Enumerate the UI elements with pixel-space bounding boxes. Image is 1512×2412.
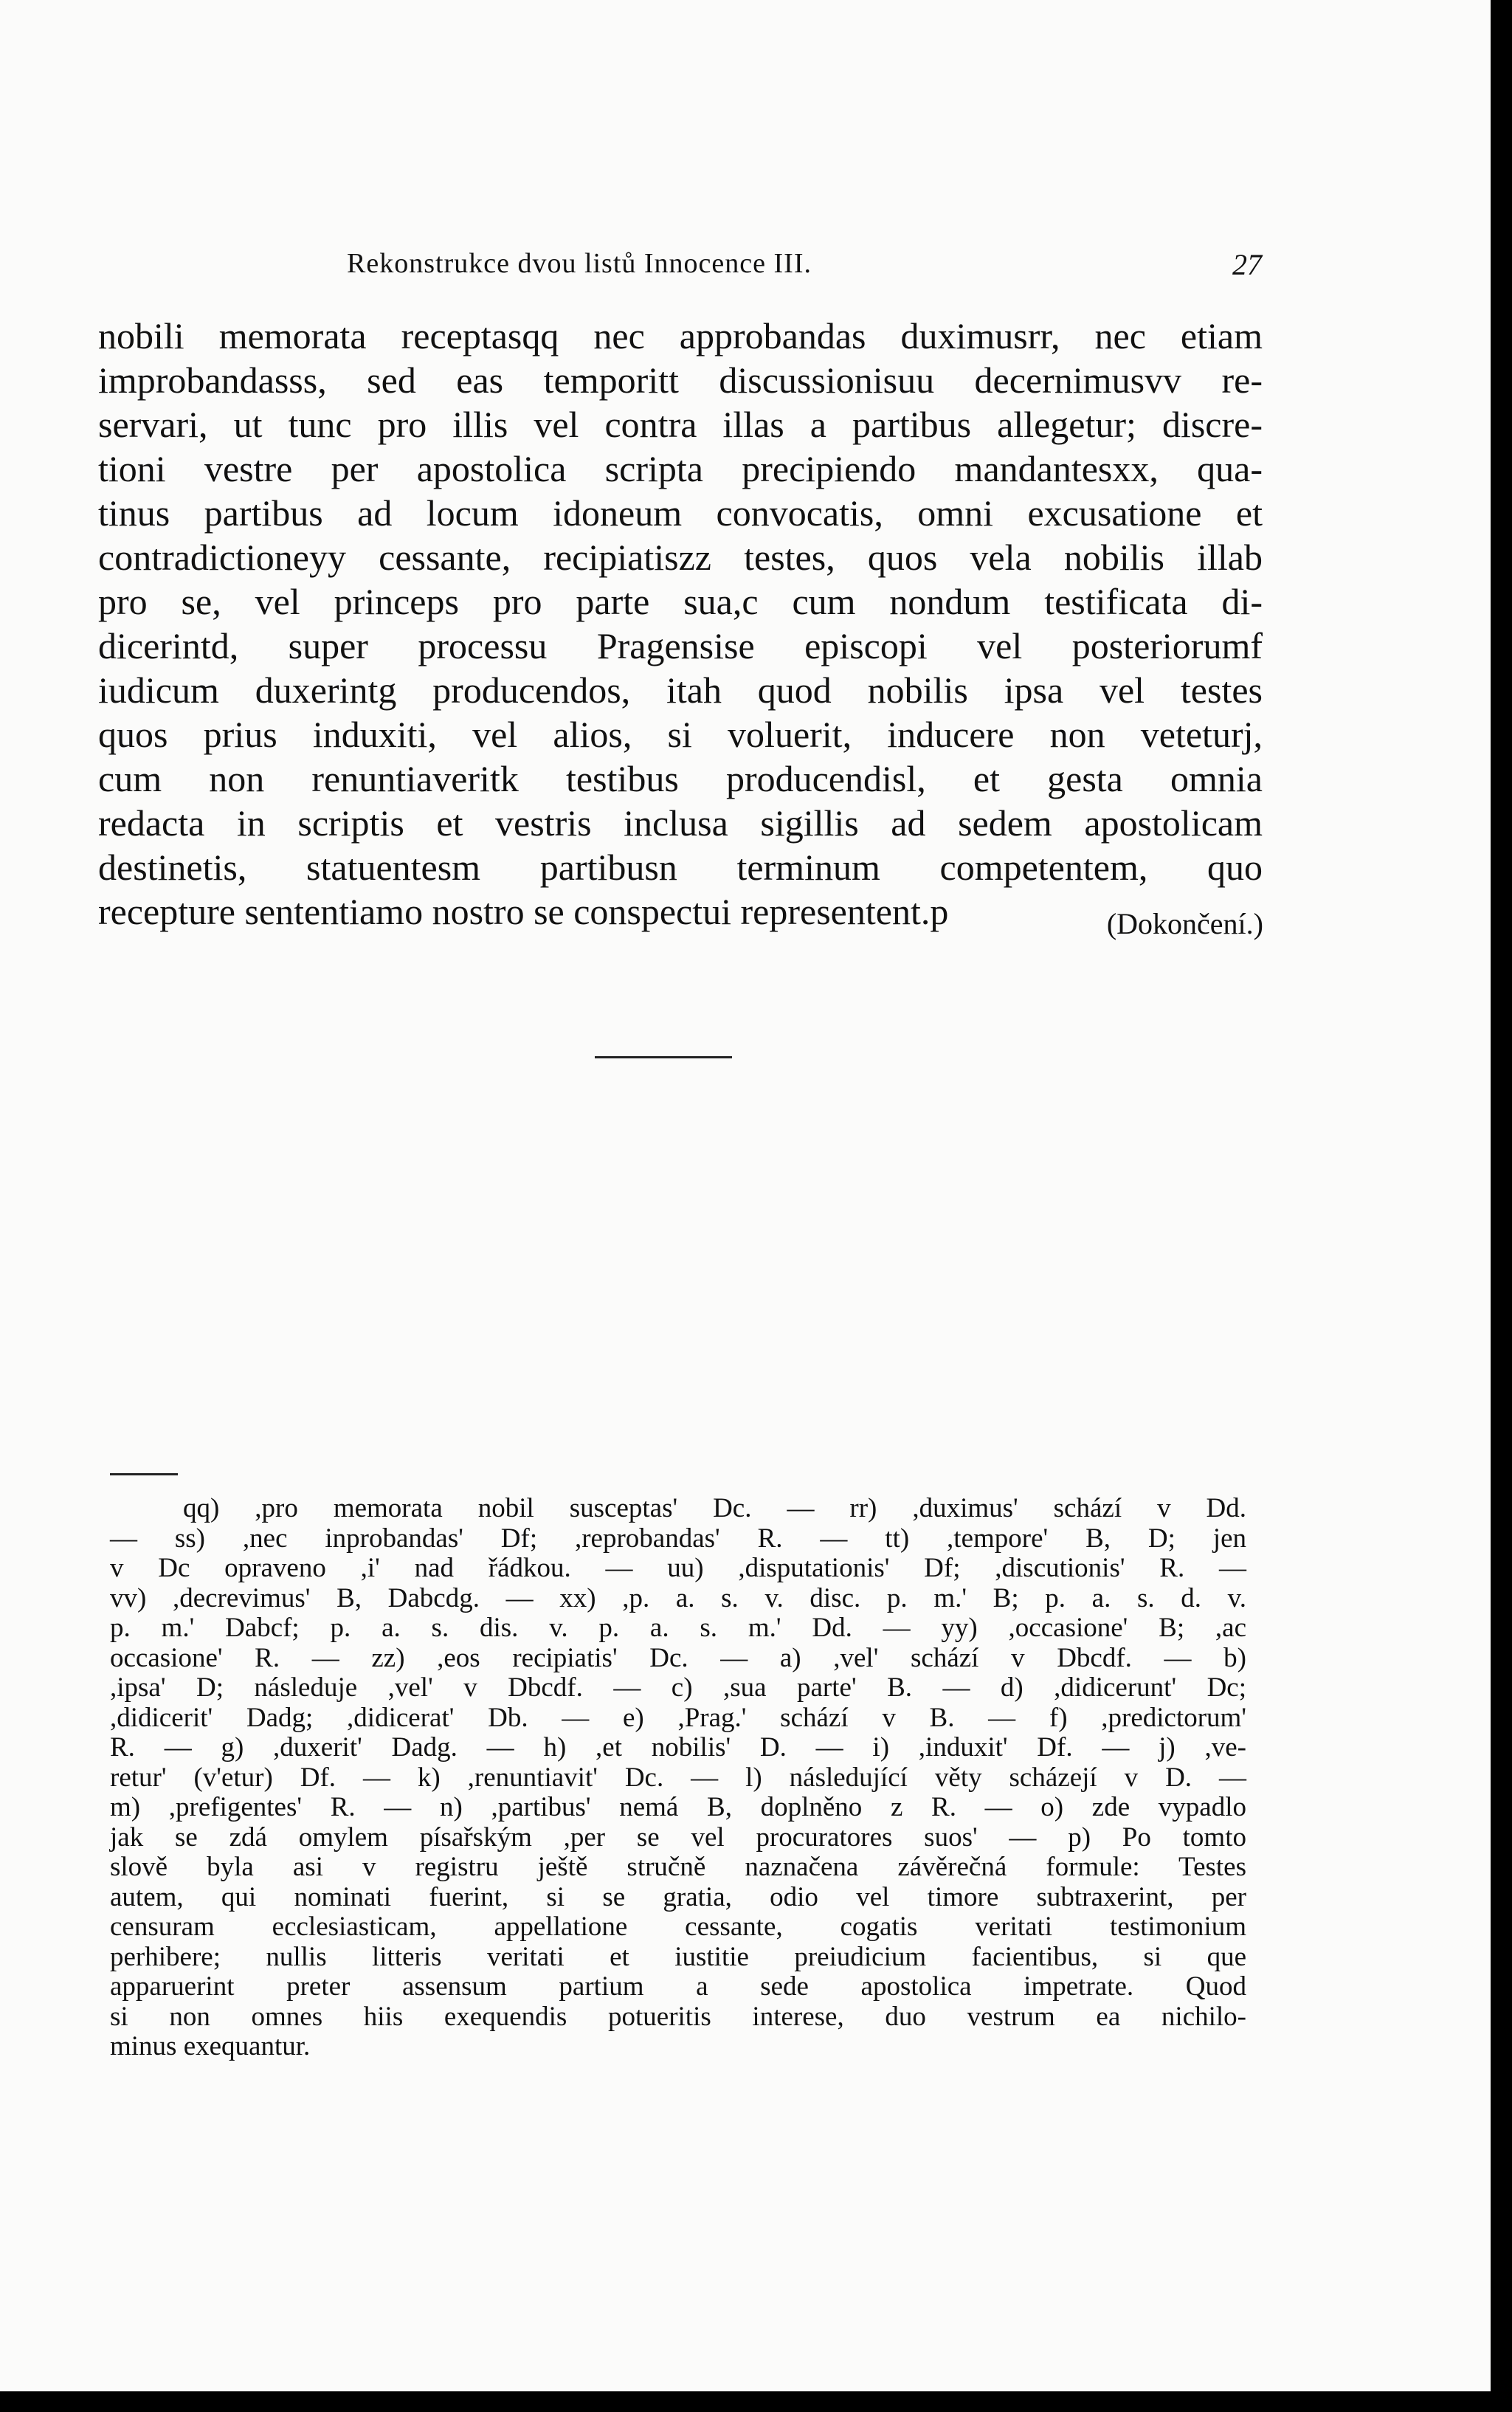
footnote-line: m) ,prefigentes' R. — n) ,partibus' nemá B, doplněno z R. — o) zde vypadlo [110,1792,1246,1822]
text-line: redacta in scriptis et vestris inclusa sigillis ad sedem apostolicam [98,802,1263,844]
footnote-line: autem, qui nominati fuerint, si se gratia, odio vel timore subtraxerint, per [110,1881,1246,1912]
footnote-line: slově byla asi v registru ještě stručně naznačena závěrečná formule: Testes [110,1852,1246,1882]
footnote-line: ,didicerit' Dadg; ,didicerat' Db. — e) ,Prag.' schází v B. — f) ,predictorum' [110,1702,1246,1733]
footnote-line: p. m.' Dabcf; p. a. s. dis. v. p. a. s. m.' Dd. — yy) ,occasione' B; ,ac [110,1613,1246,1643]
text-line: tinus partibus ad locum idoneum convocatis, omni excusatione et [98,492,1263,534]
text-line: cum non renuntiaveritk testibus producendisl, et gesta omnia [98,758,1263,799]
text-line: recepture sententiamo nostro se conspectui representent.p [98,891,949,932]
text-line: improbandasss, sed eas temporitt discussionisuu decernimusvv re- [98,359,1263,401]
footnote-line: apparuerint preter assensum partium a sede apostolica impetrate. Quod [110,1971,1246,2002]
text-line: tioni vestre per apostolica scripta precipiendo mandantesxx, qua- [98,448,1263,489]
section-divider [595,1056,732,1058]
text-line: pro se, vel princeps pro parte sua,c cum nondum testificata di- [98,581,1263,622]
text-line: nobili memorata receptasqq nec approbandas duximusrr, nec etiam [98,315,1263,356]
footnote-line: censuram ecclesiasticam, appellatione cessante, cogatis veritati testimonium [110,1912,1246,1942]
text-line: iudicum duxerintg producendos, itah quod nobilis ipsa vel testes [98,669,1263,711]
running-head [347,247,1262,284]
footnote-divider [110,1473,178,1475]
footnote-line: perhibere; nullis litteris veritati et iustitie preiudicium facientibus, si que [110,1941,1246,1972]
footnote-line: v Dc opraveno ,i' nad řádkou. — uu) ,disputationis' Df; ,discutionis' R. — [110,1553,1246,1583]
running-title: Rekonstrukce dvou listů Innocence III. [347,248,812,279]
text-line: destinetis, statuentesm partibusn terminum competentem, quo [98,847,1263,888]
footnote-line: — ss) ,nec inprobandas' Df; ,reprobandas' R. — tt) ,tempore' B, D; jen [110,1523,1246,1554]
footnote-line: R. — g) ,duxerit' Dadg. — h) ,et nobilis' D. — i) ,induxit' Df. — j) ,ve- [110,1732,1246,1763]
page-number: 27 [1232,248,1262,281]
footnote-line: ,ipsa' D; následuje ,vel' v Dbcdf. — c) ,sua parte' B. — d) ,didicerunt' Dc; [110,1672,1246,1703]
footnotes [110,1494,1246,2062]
text-line: servari, ut tunc pro illis vel contra illas a partibus allegetur; discre- [98,404,1263,445]
footnote-line: vv) ,decrevimus' B, Dabcdg. — xx) ,p. a. s. v. disc. p. m.' B; p. a. s. d. v. [110,1582,1246,1613]
text-line: dicerintd, super processu Pragensise episcopi vel posteriorumf [98,625,1263,666]
footnote-line: jak se zdá omylem písařským ,per se vel procuratores suos' — p) Po tomto [110,1822,1246,1853]
footnote-line: occasione' R. — zz) ,eos recipiatis' Dc. — a) ,vel' schází v Dbcdf. — b) [110,1642,1246,1673]
footnote-line: minus exequantur. [110,2031,311,2061]
text-line: contradictioneyy cessante, recipiatiszz testes, quos vela nobilis illab [98,537,1263,578]
conclusion-note: (Dokončení.) [1106,907,1263,940]
text-line: quos prius induxiti, vel alios, si voluerit, inducere non veteturj, [98,714,1263,755]
main-text [98,314,1263,934]
footnote-line: qq) ,pro memorata nobil susceptas' Dc. — rr) ,duximus' schází v Dd. [183,1493,1246,1523]
footnote-line: si non omnes hiis exequendis potueritis interese, duo vestrum ea nichilo- [110,2001,1246,2032]
footnote-line: retur' (v'etur) Df. — k) ,renuntiavit' Dc. — l) následující věty scházejí v D. — [110,1762,1246,1793]
